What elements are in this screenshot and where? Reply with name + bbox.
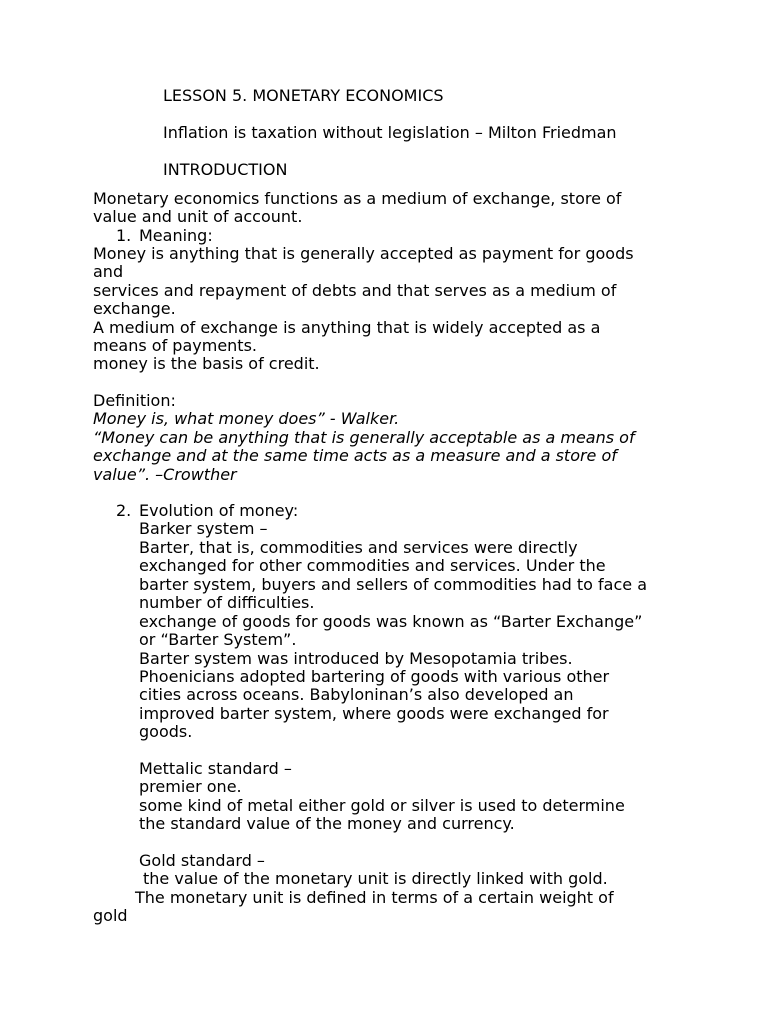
barker-line: exchange of goods for goods was known as “Barter Exchange” xyxy=(139,612,643,631)
evolution-number: 2. xyxy=(116,501,132,520)
crowther-line: “Money can be anything that is generally acceptable as a means of xyxy=(93,428,635,447)
barker-line: cities across oceans. Babyloninan’s also developed an xyxy=(139,685,574,704)
meaning-line: and xyxy=(93,262,124,281)
intro-line: value and unit of account. xyxy=(93,207,303,226)
meaning-line: Money is anything that is generally accepted as payment for goods xyxy=(93,244,634,263)
metallic-heading: Mettalic standard – xyxy=(139,759,292,778)
walker-definition xyxy=(93,410,399,428)
epigraph-quote: Inflation is taxation without legislation – Milton Friedman xyxy=(163,123,617,142)
meaning-line: exchange. xyxy=(93,299,176,318)
barker-line: exchanged for other commodities and services. Under the xyxy=(139,556,606,575)
definition-label: Definition: xyxy=(93,391,176,410)
meaning-line: A medium of exchange is anything that is widely accepted as a xyxy=(93,318,601,337)
meaning-line: means of payments. xyxy=(93,336,257,355)
section-heading: INTRODUCTION xyxy=(163,160,288,179)
barker-line: Phoenicians adopted bartering of goods with various other xyxy=(139,667,610,686)
barker-line: goods. xyxy=(139,722,193,741)
walker-quote: Money is, what money does” xyxy=(93,409,325,428)
intro-line: Monetary economics functions as a medium of exchange, store of xyxy=(93,189,622,208)
meaning-line: services and repayment of debts and that serves as a medium of xyxy=(93,281,617,300)
meaning-number: 1. xyxy=(116,226,132,245)
walker-name: Walker. xyxy=(340,409,400,428)
lesson-title: LESSON 5. MONETARY ECONOMICS xyxy=(163,86,444,105)
barker-line: or “Barter System”. xyxy=(139,630,297,649)
crowther-line: value”. –Crowther xyxy=(93,465,237,484)
barker-line: barter system, buyers and sellers of commodities had to face a xyxy=(139,575,647,594)
metallic-line: some kind of metal either gold or silver is used to determine xyxy=(139,796,625,815)
barker-line: number of difficulties. xyxy=(139,593,315,612)
gold-line: the value of the monetary unit is directly linked with gold. xyxy=(143,869,608,888)
gold-heading: Gold standard – xyxy=(139,851,265,870)
walker-separator: - xyxy=(324,409,341,428)
barker-line: Barter system was introduced by Mesopotamia tribes. xyxy=(139,649,573,668)
crowther-line: exchange and at the same time acts as a measure and a store of xyxy=(93,446,617,465)
barker-line: Barter, that is, commodities and services were directly xyxy=(139,538,578,557)
gold-line: The monetary unit is defined in terms of a certain weight of xyxy=(135,888,614,907)
meaning-label: Meaning: xyxy=(139,226,213,245)
barker-heading: Barker system – xyxy=(139,519,268,538)
meaning-line: money is the basis of credit. xyxy=(93,354,320,373)
metallic-line: the standard value of the money and currency. xyxy=(139,814,515,833)
gold-line: gold xyxy=(93,906,128,925)
metallic-line: premier one. xyxy=(139,777,242,796)
evolution-label: Evolution of money: xyxy=(139,501,299,520)
barker-line: improved barter system, where goods were exchanged for xyxy=(139,704,609,723)
